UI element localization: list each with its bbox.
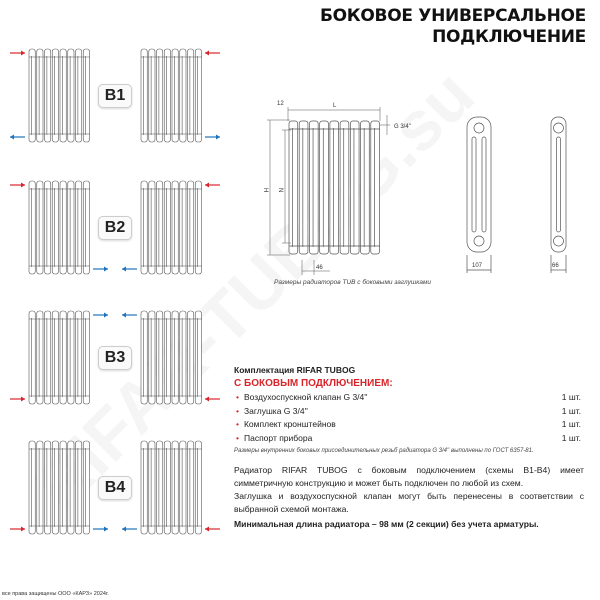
kit-item-name bbox=[236, 392, 368, 402]
kit-item-qty: 1 шт. bbox=[561, 432, 581, 443]
scheme-label: B2 bbox=[98, 216, 132, 240]
radiator-icon bbox=[141, 49, 202, 142]
scheme-label: B4 bbox=[98, 476, 132, 500]
return-arrow-icon bbox=[122, 527, 137, 532]
kit-item-qty: 1 шт. bbox=[561, 419, 581, 429]
dim-L: L bbox=[333, 103, 337, 109]
kit-item-name bbox=[236, 406, 308, 416]
return-arrow-icon bbox=[122, 267, 137, 272]
kit-item-qty: 1 шт. bbox=[561, 392, 581, 402]
bullet-icon: • bbox=[236, 392, 239, 402]
kit-item-label: Паспорт прибора bbox=[243, 432, 313, 443]
return-arrow-icon bbox=[10, 135, 25, 140]
description-p3: Минимальная длина радиатора – 98 мм (2 секции) без учета арматуры. bbox=[234, 519, 539, 529]
return-arrow-icon bbox=[93, 313, 108, 318]
supply-arrow-icon bbox=[10, 183, 25, 188]
copyright-footer: все права защищены ООО «КАРЗ» 2024г. bbox=[2, 591, 109, 597]
supply-arrow-icon bbox=[10, 527, 25, 532]
kit-item-qty: 1 шт. bbox=[561, 405, 581, 416]
side-view-107 bbox=[467, 117, 491, 273]
bullet-icon: • bbox=[236, 405, 239, 416]
supply-arrow-icon bbox=[205, 397, 220, 402]
scheme-label: B3 bbox=[98, 346, 132, 370]
dim-N: N bbox=[277, 188, 283, 193]
bullet-icon: • bbox=[236, 432, 239, 443]
dim-66: 66 bbox=[552, 263, 559, 269]
radiator-icon bbox=[29, 311, 90, 404]
side-view-66 bbox=[551, 117, 566, 273]
supply-arrow-icon bbox=[205, 51, 220, 56]
scheme-label: B1 bbox=[98, 84, 132, 108]
kit-item-label: Воздухоспускной клапан G 3/4'' bbox=[243, 392, 368, 402]
supply-arrow-icon bbox=[205, 527, 220, 532]
kit-item-label: Комплект кронштейнов bbox=[243, 419, 336, 429]
kit-item-label: Заглушка G 3/4'' bbox=[243, 405, 308, 416]
kit-item-name bbox=[236, 433, 312, 443]
supply-arrow-icon bbox=[205, 183, 220, 188]
return-arrow-icon bbox=[93, 527, 108, 532]
radiator-icon bbox=[29, 181, 90, 274]
kit-item bbox=[236, 392, 581, 402]
bullet-icon: • bbox=[236, 419, 239, 429]
radiator-icon bbox=[141, 181, 202, 274]
kit-subheading: С БОКОВЫМ ПОДКЛЮЧЕНИЕМ: bbox=[234, 378, 393, 389]
dimension-drawing bbox=[255, 95, 600, 275]
title-line-2: ПОДКЛЮЧЕНИЕ bbox=[432, 27, 586, 47]
kit-item bbox=[236, 433, 581, 443]
page-title bbox=[320, 6, 586, 48]
dim-107: 107 bbox=[472, 263, 483, 269]
drawing-caption: Размеры радиаторов TUB с боковыми заглушками bbox=[274, 279, 432, 286]
thread-label: G 3/4'' bbox=[394, 124, 411, 130]
return-arrow-icon bbox=[93, 267, 108, 272]
kit-heading: Комплектация RIFAR TUBOG bbox=[234, 365, 356, 375]
dim-46: 46 bbox=[316, 265, 323, 271]
radiator-icon bbox=[141, 441, 202, 534]
title-line-1: БОКОВОЕ УНИВЕРСАЛЬНОЕ bbox=[320, 6, 586, 26]
description-p1: Радиатор RIFAR TUBOG с боковым подключением (схемы B1-B4) имеет симметричную конструкцию и может быть подключен по любой из схем. bbox=[234, 465, 584, 488]
supply-arrow-icon bbox=[10, 397, 25, 402]
description-p2: Заглушка и воздухоспускной клапан могут быть перенесены в соответствии с выбранной схемой монтажа. bbox=[234, 491, 584, 514]
kit-item bbox=[236, 419, 581, 429]
kit-note: Размеры внутренних боковых присоединительных резьб радиатора G 3/4'' выполнены по ГОСТ 6357-81. bbox=[234, 448, 534, 454]
supply-arrow-icon bbox=[10, 51, 25, 56]
return-arrow-icon bbox=[205, 135, 220, 140]
kit-item-name bbox=[236, 419, 336, 429]
radiator-icon bbox=[29, 49, 90, 142]
dim-12: 12 bbox=[277, 101, 284, 107]
return-arrow-icon bbox=[122, 313, 137, 318]
kit-item bbox=[236, 406, 581, 416]
dim-H: H bbox=[262, 188, 268, 193]
